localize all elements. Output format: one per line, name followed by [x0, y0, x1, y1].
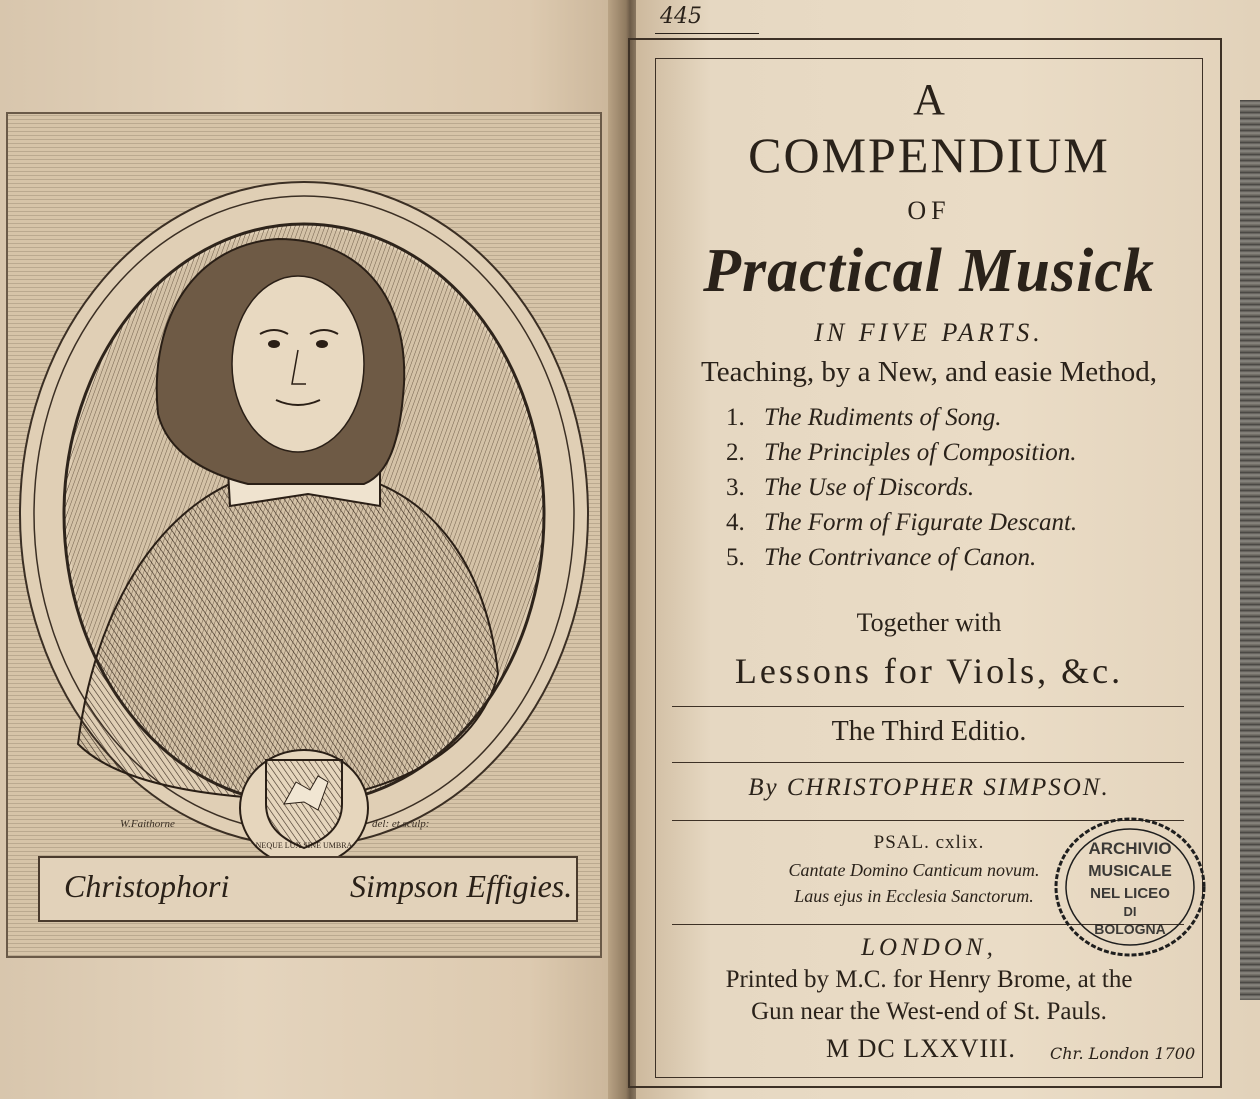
handwritten-note: Chr. London 1700	[1050, 1044, 1196, 1063]
psalm-reference: PSAL. cxlix.	[873, 832, 985, 853]
list-item: 2. The Principles of Composition.	[726, 439, 1077, 466]
svg-text:MUSICALE: MUSICALE	[1088, 863, 1172, 880]
together-line: Together with	[856, 608, 1002, 637]
frontispiece-page	[0, 0, 622, 1099]
title-compendium: COMPENDIUM	[748, 127, 1110, 183]
list-item: 1. The Rudiments of Song.	[726, 404, 1002, 431]
svg-text:DI: DI	[1123, 904, 1137, 919]
divider-rule	[672, 706, 1184, 707]
author-line: By CHRISTOPHER SIMPSON.	[748, 774, 1110, 801]
imprint-address: Gun near the West-end of St. Pauls.	[751, 998, 1107, 1025]
imprint-printer: Printed by M.C. for Henry Brome, at the	[725, 966, 1133, 993]
title-of: OF	[907, 196, 951, 225]
title-article: A	[913, 75, 945, 124]
caption-right: Simpson Effigies.	[350, 868, 573, 904]
caption-left: Christophori	[64, 868, 230, 904]
portrait-engraving	[8, 114, 600, 956]
imprint-date: M DC LXXVIII.	[826, 1034, 1016, 1063]
lessons-line: Lessons for Viols, &c.	[734, 651, 1124, 691]
teaching-line: Teaching, by a New, and easie Method,	[701, 356, 1157, 388]
page-edge	[1240, 100, 1260, 1000]
library-stamp	[1050, 812, 1210, 962]
shelfmark-number: 445	[660, 4, 702, 29]
divider-rule	[672, 762, 1184, 763]
psalm-line-2: Laus ejus in Ecclesia Sanctorum.	[794, 886, 1034, 906]
face	[232, 276, 364, 452]
svg-text:ARCHIVIO: ARCHIVIO	[1088, 839, 1172, 858]
imprint-city: LONDON,	[861, 934, 997, 961]
shelfmark-underline	[655, 33, 759, 34]
engraved-plate	[6, 112, 602, 958]
parts-list	[726, 404, 1077, 579]
arms-motto: NEQUE LUX SINE UMBRA	[255, 841, 353, 850]
list-item: 3. The Use of Discords.	[726, 474, 975, 501]
title-main: Practical Musick	[703, 237, 1155, 305]
edition-line: The Third Editio.	[831, 716, 1027, 747]
list-item: 5. The Contrivance of Canon.	[726, 544, 1037, 571]
engraver-signature: W.Faithorne	[120, 818, 175, 830]
engraver-credit: del: et sculp:	[372, 818, 430, 830]
svg-text:BOLOGNA: BOLOGNA	[1094, 921, 1166, 937]
psalm-line-1: Cantate Domino Canticum novum.	[788, 860, 1040, 880]
list-item: 4. The Form of Figurate Descant.	[726, 509, 1078, 536]
svg-text:NEL LICEO: NEL LICEO	[1090, 885, 1170, 902]
title-parts: IN FIVE PARTS.	[814, 318, 1044, 347]
